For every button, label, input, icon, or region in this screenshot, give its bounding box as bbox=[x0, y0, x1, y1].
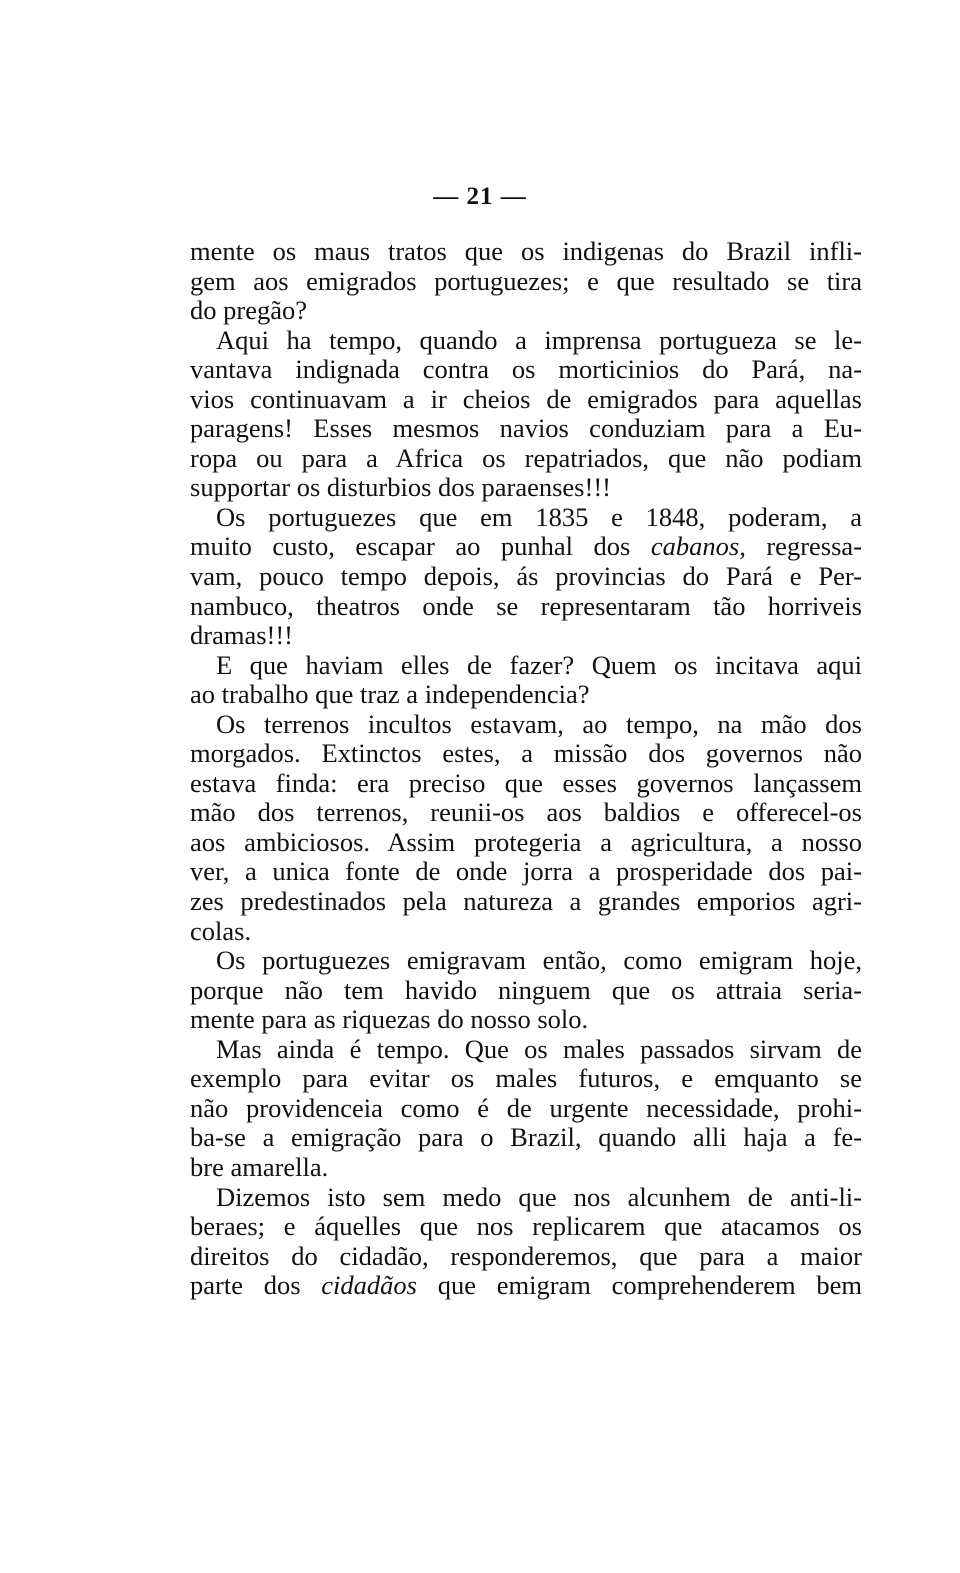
text-segment: não providenceia como é de urgente necessidade, prohi- bbox=[190, 1092, 862, 1123]
text-line bbox=[190, 592, 862, 622]
text-segment: zes predestinados pela natureza a grandes emporios agri- bbox=[190, 886, 862, 917]
text-segment: E que haviam elles de fazer? Quem os incitava aqui bbox=[216, 649, 862, 680]
text-segment: mão dos terrenos, reunii-os aos baldios e offerecel-os bbox=[190, 797, 862, 828]
text-segment: parte dos bbox=[190, 1270, 322, 1301]
text-segment: vios continuavam a ir cheios de emigrados para aquellas bbox=[190, 383, 862, 414]
text-line bbox=[190, 739, 862, 769]
text-line bbox=[190, 798, 862, 828]
text-line bbox=[190, 237, 862, 267]
text-segment: ba-se a emigração para o Brazil, quando alli haja a fe- bbox=[190, 1122, 862, 1153]
text-line bbox=[190, 414, 862, 444]
text-segment: ropa ou para a Africa os repatriados, que não podiam bbox=[190, 442, 862, 473]
text-segment: bre amarella. bbox=[190, 1151, 329, 1182]
text-segment: vam, pouco tempo depois, ás provincias do Pará e Per- bbox=[190, 561, 862, 592]
text-segment: direitos do cidadão, responderemos, que para a maior bbox=[190, 1240, 862, 1271]
text-line bbox=[190, 296, 862, 326]
text-line bbox=[190, 532, 862, 562]
text-segment: regressa- bbox=[745, 531, 862, 562]
text-line bbox=[190, 1064, 862, 1094]
text-line bbox=[190, 473, 862, 503]
text-line bbox=[190, 1271, 862, 1301]
text-line bbox=[190, 946, 862, 976]
text-segment: que emigram comprehenderem bem bbox=[416, 1270, 862, 1301]
text-line bbox=[190, 857, 862, 887]
text-segment: ver, a unica fonte de onde jorra a prosperidade dos pai- bbox=[190, 856, 862, 887]
text-segment: vantava indignada contra os morticinios do Pará, na- bbox=[190, 354, 862, 385]
body-text bbox=[190, 237, 862, 1301]
text-segment: Os terrenos incultos estavam, ao tempo, na mão dos bbox=[216, 708, 862, 739]
text-line bbox=[190, 355, 862, 385]
text-segment: porque não tem havido ninguem que os attraia seria- bbox=[190, 974, 862, 1005]
text-line bbox=[190, 1035, 862, 1065]
text-line bbox=[190, 651, 862, 681]
text-segment: dramas!!! bbox=[190, 620, 293, 651]
text-segment: morgados. Extinctos estes, a missão dos governos não bbox=[190, 738, 862, 769]
text-line bbox=[190, 1183, 862, 1213]
text-line bbox=[190, 503, 862, 533]
text-segment: do pregão? bbox=[190, 295, 307, 326]
text-segment: aos ambiciosos. Assim protegeria a agricultura, a nosso bbox=[190, 826, 862, 857]
italic-text: cabanos, bbox=[650, 531, 746, 562]
text-line bbox=[190, 562, 862, 592]
text-segment: beraes; e áquelles que nos replicarem que atacamos os bbox=[190, 1211, 862, 1242]
text-line bbox=[190, 1212, 862, 1242]
text-segment: muito custo, escapar ao punhal dos bbox=[190, 531, 651, 562]
text-line bbox=[190, 1005, 862, 1035]
text-segment: ao trabalho que traz a independencia? bbox=[190, 679, 590, 710]
text-segment: supportar os disturbios dos paraenses!!! bbox=[190, 472, 611, 503]
text-segment: mente para as riquezas do nosso solo. bbox=[190, 1004, 589, 1035]
text-line bbox=[190, 828, 862, 858]
text-line bbox=[190, 385, 862, 415]
text-segment: estava finda: era preciso que esses governos lançassem bbox=[190, 767, 862, 798]
text-line bbox=[190, 710, 862, 740]
text-line bbox=[190, 326, 862, 356]
text-line bbox=[190, 621, 862, 651]
italic-text: cidadãos bbox=[321, 1270, 417, 1301]
text-segment: Aqui ha tempo, quando a imprensa portugueza se le- bbox=[216, 324, 862, 355]
text-segment: nambuco, theatros onde se representaram tão horriveis bbox=[190, 590, 862, 621]
text-segment: Dizemos isto sem medo que nos alcunhem de anti-li- bbox=[216, 1181, 862, 1212]
text-line bbox=[190, 976, 862, 1006]
text-line bbox=[190, 267, 862, 297]
text-segment: mente os maus tratos que os indigenas do Brazil infli- bbox=[190, 236, 862, 266]
text-line bbox=[190, 769, 862, 799]
text-line bbox=[190, 917, 862, 947]
text-segment: colas. bbox=[190, 915, 252, 946]
text-line bbox=[190, 680, 862, 710]
text-segment: Mas ainda é tempo. Que os males passados sirvam de bbox=[216, 1033, 862, 1064]
text-segment: gem aos emigrados portuguezes; e que resultado se tira bbox=[190, 265, 862, 296]
text-line bbox=[190, 1123, 862, 1153]
text-line bbox=[190, 1153, 862, 1183]
text-line bbox=[190, 1094, 862, 1124]
text-segment: Os portuguezes que em 1835 e 1848, poderam, a bbox=[216, 501, 862, 532]
text-segment: Os portuguezes emigravam então, como emigram hoje, bbox=[216, 945, 862, 976]
text-line bbox=[190, 1242, 862, 1272]
text-line bbox=[190, 887, 862, 917]
text-line bbox=[190, 444, 862, 474]
text-segment: paragens! Esses mesmos navios conduziam para a Eu- bbox=[190, 413, 862, 444]
text-segment: exemplo para evitar os males futuros, e emquanto se bbox=[190, 1063, 862, 1094]
page-number: — 21 — bbox=[433, 183, 527, 210]
